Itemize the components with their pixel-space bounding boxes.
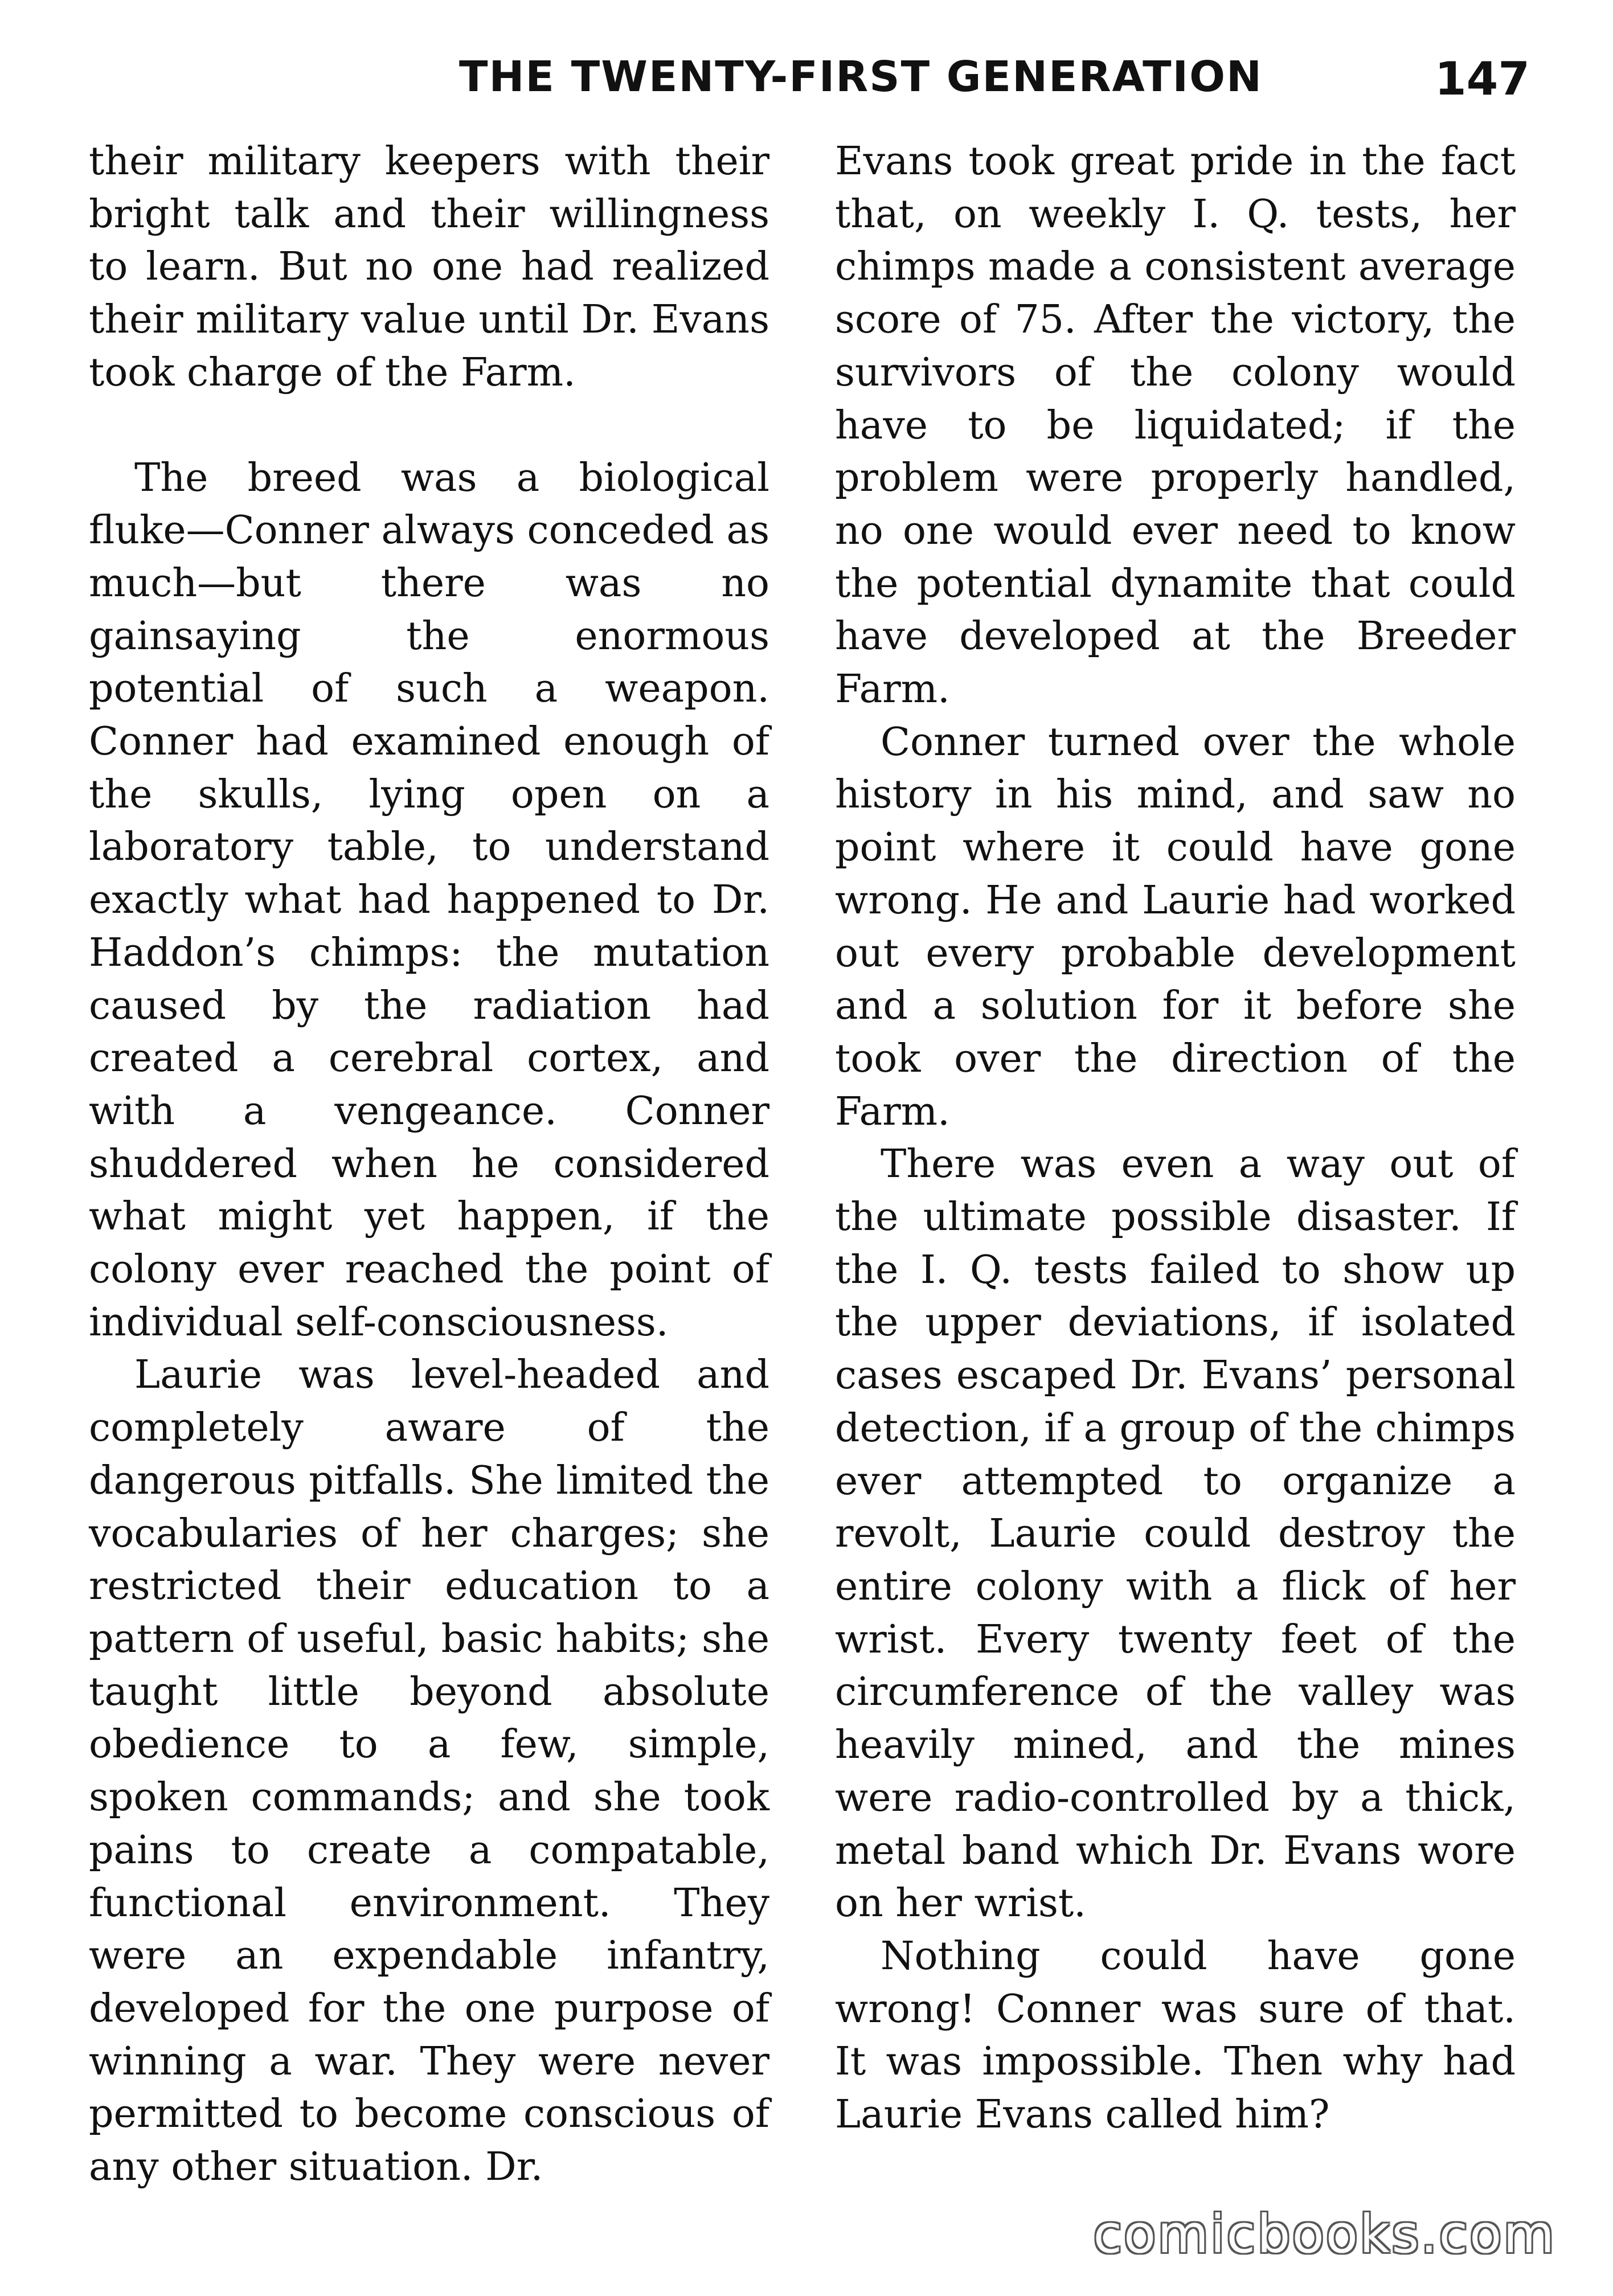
paragraph: There was even a way out of the ultimate possible disaster. If the I. Q. tests failed to show up the upper deviations, if isolated cases escaped Dr. Evans’ personal detection, if a group of the chimps ever attempted to organize a revolt, Laurie could destroy the entire colony with a flick of her wrist. Every twenty feet of the circumference of the valley was heavily mined, and the mines were radio-controlled by a thick, metal band which Dr. Evans wore on her wrist. bbox=[835, 1142, 1516, 1926]
paragraph: The breed was a biological fluke—Conner always conceded as much—but there was no gainsaying the enormous potential of such a weapon. Conner had examined enough of the skulls, lying open on a laboratory table, to understand exactly what had happened to Dr. Haddon’s chimps: the mutation caused by the radiation had created a cerebral cortex, and with a vengeance. Conner shuddered when he considered what might yet happen, if the colony ever reached the point of individual self-consciousness. bbox=[89, 455, 769, 1345]
right-column bbox=[835, 136, 1516, 2142]
page-number: 147 bbox=[1435, 52, 1530, 105]
paragraph: Nothing could have gone wrong! Conner was sure of that. It was impossible. Then why had Laurie Evans called him? bbox=[835, 1933, 1516, 2138]
page-header bbox=[89, 52, 1530, 115]
paragraph: Laurie was level-headed and completely aware of the dangerous pitfalls. She limited the vocabularies of her charges; she restricted their education to a pattern of useful, basic habits; she taught little beyond absolute obedience to a few, simple, spoken commands; and she took pains to create a compatable, functional environment. They were an expendable infantry, developed for the one purpose of winning a war. They were never permitted to become conscious of any other situation. Dr. bbox=[89, 1352, 769, 2190]
paragraph: Conner turned over the whole history in his mind, and saw no point where it could have gone wrong. He and Laurie had worked out every probable development and a solution for it before she took over the direction of the Farm. bbox=[835, 719, 1516, 1134]
paragraph: their military keepers with their bright talk and their willingness to learn. But no one had realized their military value until Dr. Evans took charge of the Farm. bbox=[89, 139, 769, 395]
running-head: THE TWENTY-FIRST GENERATION bbox=[459, 52, 1263, 101]
watermark: comicbooks.com bbox=[1093, 2204, 1556, 2265]
paragraph: Evans took great pride in the fact that, on weekly I. Q. tests, her chimps made a consistent average score of 75. After the victory, the survivors of the colony would have to be liquidated; if the problem were properly handled, no one would ever need to know the potential dynamite that could have developed at the Breeder Farm. bbox=[835, 139, 1516, 712]
left-column bbox=[89, 136, 769, 2194]
